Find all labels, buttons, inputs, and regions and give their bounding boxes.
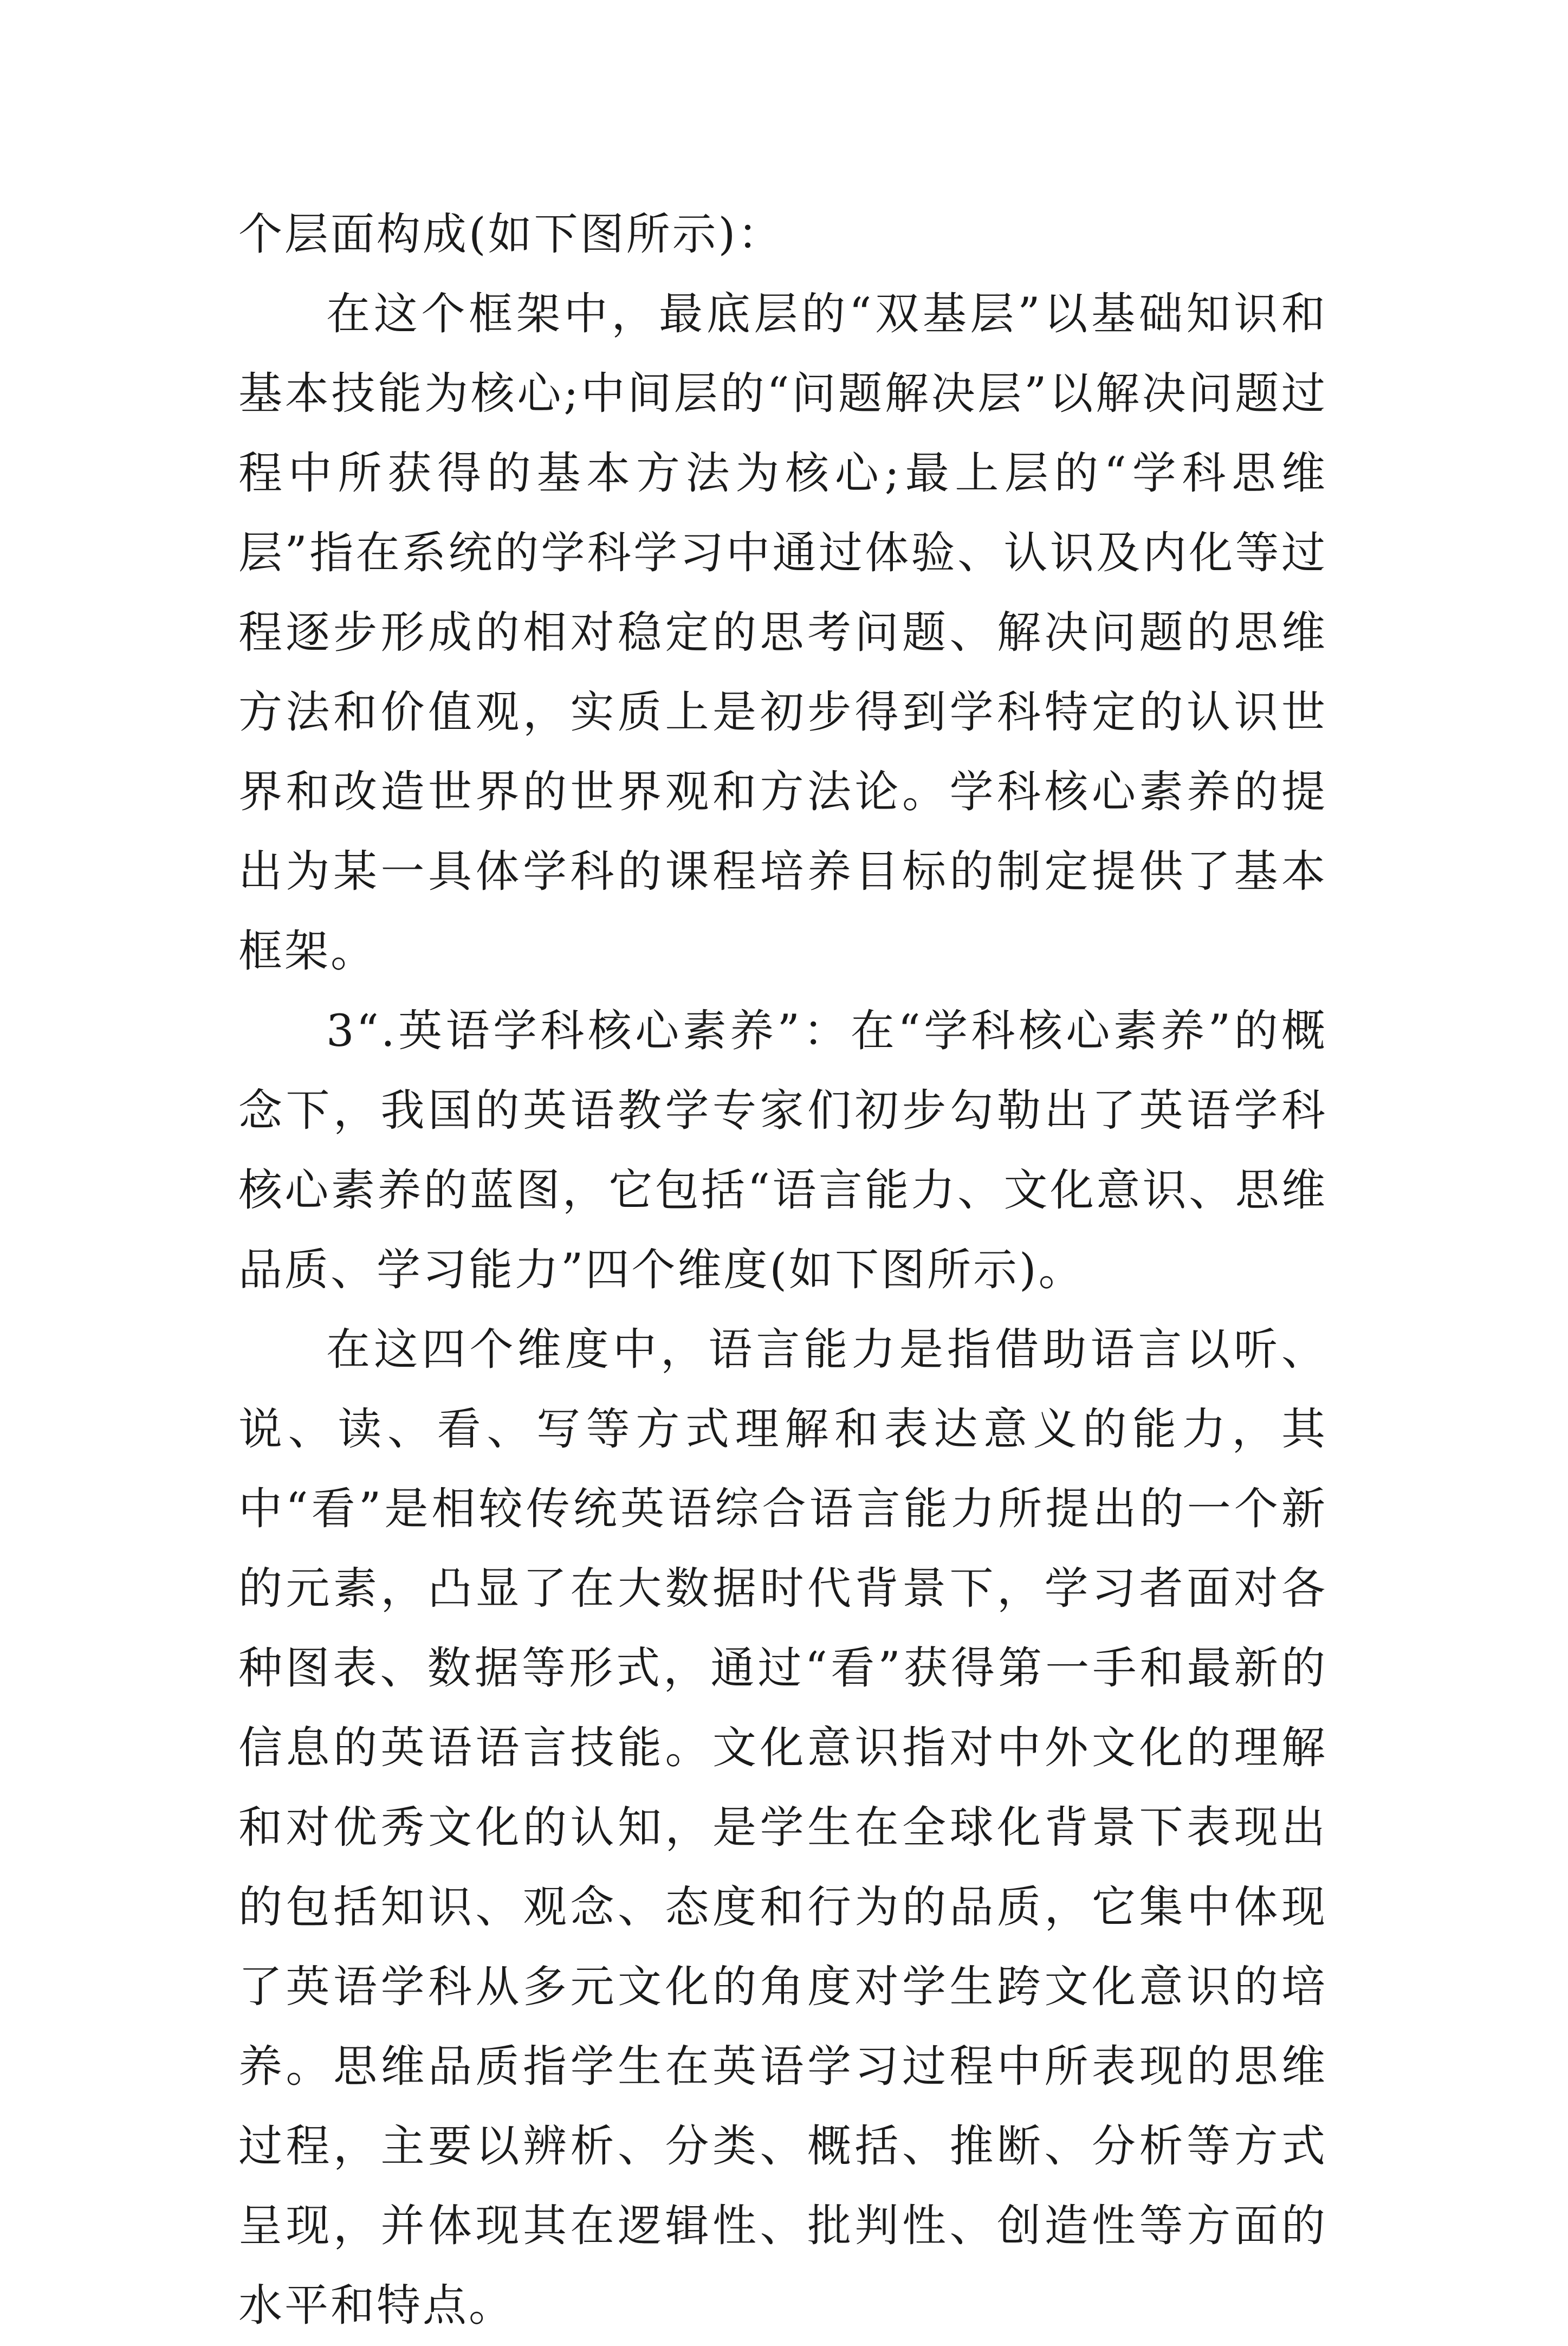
paragraph-framework-layers: 在这个框架中，最底层的“双基层”以基础知识和基本技能为核心;中间层的“问题解决层”以解决问题过程中所获得的基本方法为核心;最上层的“学科思维层”指在系统的学科学习中通过体验、认识及内化等过程逐步形成的相对稳定的思考问题、解决问题的思维方法和价值观，实质上是初步得到学科特定的认识世界和改造世界的世界观和方法论。学科核心素养的提出为某一具体学科的课程培养目标的制定提供了基本框架。 [238, 289, 1327, 977]
paragraph-continuation: 个层面构成(如下图所示)： [238, 209, 784, 260]
paragraph-english-core-literacy: 3“.英语学科核心素养”：在“学科核心素养”的概念下，我国的英语教学专家们初步勾勒出了英语学科核心素养的蓝图，它包括“语言能力、文化意识、思维品质、学习能力”四个维度(如下图所示)。 [238, 1006, 1327, 1296]
body-text [238, 195, 1327, 2346]
paragraph-four-dimensions: 在这四个维度中，语言能力是指借助语言以听、说、读、看、写等方式理解和表达意义的能力，其中“看”是相较传统英语综合语言能力所提出的一个新的元素，凸显了在大数据时代背景下，学习者面对各种图表、数据等形式，通过“看”获得第一手和最新的信息的英语语言技能。文化意识指对中外文化的理解和对优秀文化的认知，是学生在全球化背景下表现出的包括知识、观念、态度和行为的品质，它集中体现了英语学科从多元文化的角度对学生跨文化意识的培养。思维品质指学生在英语学习过程中所表现的思维过程，主要以辨析、分类、概括、推断、分析等方式呈现，并体现其在逻辑性、批判性、创造性等方面的水平和特点。 [238, 1324, 1327, 2331]
